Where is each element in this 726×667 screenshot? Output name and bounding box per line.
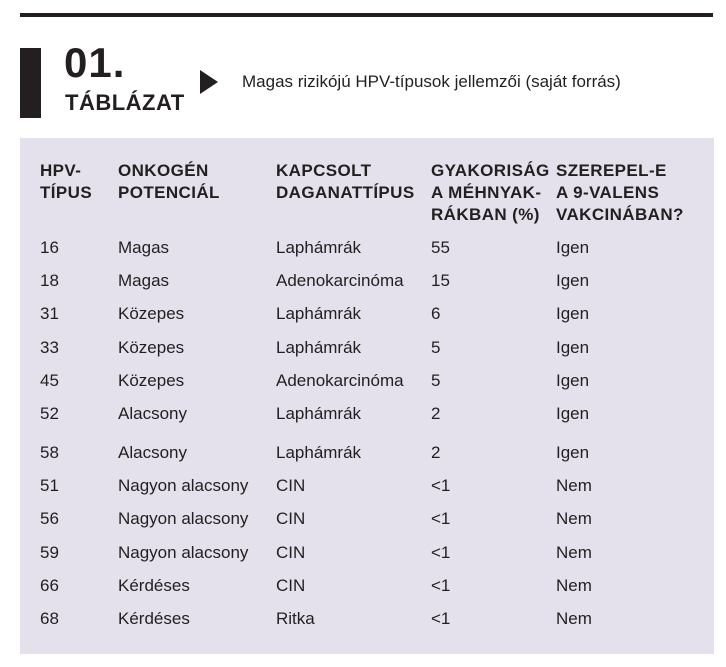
cell-associated-cancer: Adenokarcinóma <box>276 371 404 390</box>
cell-frequency: <1 <box>431 576 451 595</box>
column-header-oncogenic-potential: ONKOGÉN POTENCIÁL <box>118 161 220 202</box>
cell-vaccine: Igen <box>556 304 590 323</box>
cell-hpv-type: 56 <box>40 509 59 528</box>
cell-vaccine: Nem <box>556 476 592 495</box>
cell-hpv-type: 45 <box>40 371 59 390</box>
cell-vaccine: Igen <box>556 371 590 390</box>
table-number: 01. <box>64 39 126 86</box>
cell-hpv-type: 51 <box>40 476 59 495</box>
cell-vaccine: Nem <box>556 576 592 595</box>
column-header-frequency: GYAKORISÁG A MÉHNYAK- RÁKBAN (%) <box>431 161 550 224</box>
cell-oncogenic-potential: Közepes <box>118 338 185 357</box>
cell-frequency: 5 <box>431 338 441 357</box>
cell-frequency: <1 <box>431 609 451 628</box>
cell-vaccine: Igen <box>556 271 590 290</box>
cell-frequency: 6 <box>431 304 441 323</box>
cell-associated-cancer: CIN <box>276 509 306 528</box>
cell-frequency: 55 <box>431 238 450 257</box>
cell-vaccine: Nem <box>556 609 592 628</box>
cell-vaccine: Nem <box>556 509 592 528</box>
cell-vaccine: Nem <box>556 543 592 562</box>
cell-hpv-type: 16 <box>40 238 59 257</box>
cell-frequency: 15 <box>431 271 450 290</box>
caption-arrow-icon <box>200 70 218 94</box>
cell-vaccine: Igen <box>556 238 590 257</box>
cell-hpv-type: 59 <box>40 543 59 562</box>
cell-associated-cancer: CIN <box>276 476 306 495</box>
cell-vaccine: Igen <box>556 338 590 357</box>
table-label: TÁBLÁZAT <box>65 90 185 115</box>
top-rule <box>20 13 713 17</box>
cell-oncogenic-potential: Nagyon alacsony <box>118 476 249 495</box>
cell-oncogenic-potential: Nagyon alacsony <box>118 543 249 562</box>
cell-oncogenic-potential: Nagyon alacsony <box>118 509 249 528</box>
cell-oncogenic-potential: Kérdéses <box>118 576 190 595</box>
cell-associated-cancer: Laphámrák <box>276 404 362 423</box>
cell-hpv-type: 31 <box>40 304 59 323</box>
cell-oncogenic-potential: Magas <box>118 271 170 290</box>
cell-associated-cancer: Adenokarcinóma <box>276 271 404 290</box>
cell-associated-cancer: Laphámrák <box>276 304 362 323</box>
cell-oncogenic-potential: Közepes <box>118 371 185 390</box>
cell-hpv-type: 68 <box>40 609 59 628</box>
cell-frequency: 2 <box>431 404 441 423</box>
cell-frequency: <1 <box>431 543 451 562</box>
cell-vaccine: Igen <box>556 404 590 423</box>
table-label-bar <box>20 48 41 118</box>
cell-frequency: 2 <box>431 443 441 462</box>
cell-hpv-type: 33 <box>40 338 59 357</box>
table-caption: Magas rizikójú HPV-típusok jellemzői (saját forrás) <box>242 72 621 91</box>
cell-associated-cancer: Laphámrák <box>276 238 362 257</box>
cell-hpv-type: 66 <box>40 576 59 595</box>
column-header-hpv-type: HPV- TÍPUS <box>40 161 93 202</box>
cell-oncogenic-potential: Közepes <box>118 304 185 323</box>
cell-frequency: <1 <box>431 476 451 495</box>
column-header-vaccine: SZEREPEL-E A 9-VALENS VAKCINÁBAN? <box>556 161 684 224</box>
cell-oncogenic-potential: Kérdéses <box>118 609 190 628</box>
cell-oncogenic-potential: Alacsony <box>118 443 187 462</box>
cell-associated-cancer: Laphámrák <box>276 338 362 357</box>
cell-associated-cancer: Laphámrák <box>276 443 362 462</box>
cell-frequency: <1 <box>431 509 451 528</box>
cell-hpv-type: 52 <box>40 404 59 423</box>
cell-vaccine: Igen <box>556 443 590 462</box>
cell-oncogenic-potential: Alacsony <box>118 404 187 423</box>
cell-oncogenic-potential: Magas <box>118 238 170 257</box>
cell-associated-cancer: CIN <box>276 543 306 562</box>
cell-associated-cancer: Ritka <box>276 609 315 628</box>
cell-hpv-type: 18 <box>40 271 59 290</box>
cell-associated-cancer: CIN <box>276 576 306 595</box>
cell-frequency: 5 <box>431 371 441 390</box>
cell-hpv-type: 58 <box>40 443 59 462</box>
column-header-associated-cancer: KAPCSOLT DAGANATTÍPUS <box>276 161 415 202</box>
